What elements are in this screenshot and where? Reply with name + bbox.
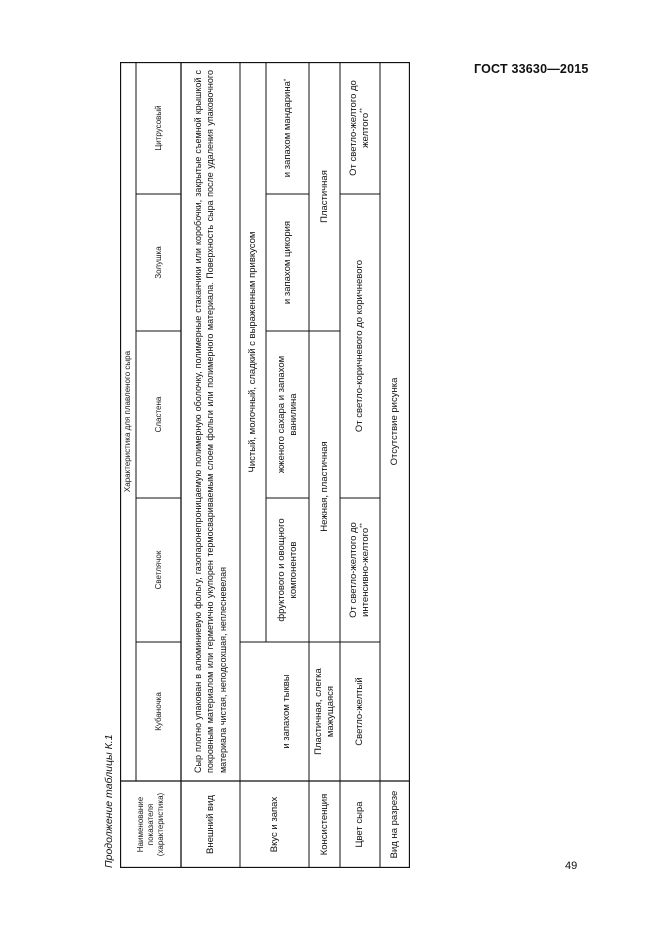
taste-kubanochka: и запахом тыквы [281,674,293,749]
taste-citrus-footnote-mark: * [283,78,290,82]
header-variety-svetlyachok: Светлячок [153,550,163,590]
color-svetlyachok [340,498,380,642]
color-svetlyachok-text: От светло-желтого до интенсивно-желтого [348,522,372,618]
rotated-table-container [103,62,410,868]
standard-designation: ГОСТ 33630—2015 [474,62,589,76]
header-name-column: Наименование показателя (характеристика) [135,792,165,857]
taste-citrus [266,62,309,194]
taste-citrus-text: и запахом мандарина [281,81,293,178]
color-svetlyachok-footnote-mark: ** [359,523,366,528]
row-label-appearance: Внешний вид [204,795,216,854]
header-variety-slastena: Сластена [153,396,163,433]
taste-common: Чистый, молочный, сладкий с выраженным привкусом [247,231,259,473]
taste-slastena: жженого сахара и запахом ванилина [275,355,299,474]
color-mid: От светло-коричневого до коричневого [354,259,366,433]
appearance-text: Сыр плотно упакован в алюминиевую фольгу, газопаронепроницаемую полимерную оболочку, полимерные стаканчики или коробочки, закрытые съемной крышкой с покровным материалом или герметично укупорен термосвариваемым слоем фольги или полимерного материала. Поверхность сыра после удаления упаковочного материала чистая, неподсохшая, неплесневелая [193,70,228,773]
taste-zolushka: и запахом цикория [281,220,293,305]
color-citrus-footnote-mark: ** [359,108,366,113]
color-citrus-text: От светло-желтого до желтого [348,80,372,176]
header-variety-citrus: Цитрусовый [153,105,163,151]
consistency-mid: Нежная, пластичная [318,441,330,532]
taste-svetlyachok: фруктового и овощного компонентов [275,518,299,622]
row-label-consistency: Консистенция [318,793,330,856]
color-citrus [340,62,380,194]
consistency-right: Пластичная [318,170,330,223]
table-caption: Продолжение таблицы К.1 [103,734,115,868]
row-label-taste: Вкус и запах [268,796,280,853]
color-kubanochka: Светло-желтый [354,677,366,746]
page-number: 49 [565,860,578,872]
quality-table [120,62,410,868]
row-label-color: Цвет сыра [354,801,366,848]
consistency-kubanochka: Пластичная, слегка мажущаяся [312,668,336,755]
header-group: Характеристика для плавленого сыра [123,350,132,493]
row-label-cut: Вид на разрезе [389,790,401,859]
header-variety-zolushka: Золушка [153,246,163,279]
cut-text: Отсутствие рисунка [389,377,401,466]
header-variety-kubanochka: Кубаночка [153,692,163,731]
